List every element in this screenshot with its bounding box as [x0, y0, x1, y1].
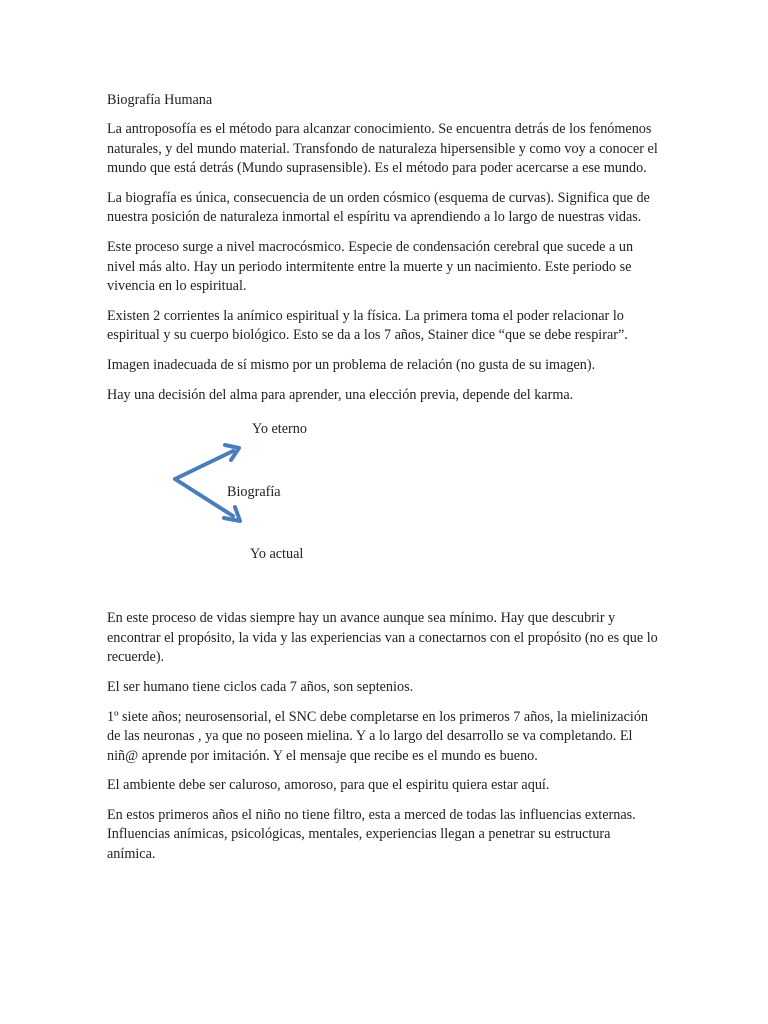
paragraph-biografia-unica: La biografía es única, consecuencia de un orden cósmico (esquema de curvas). Significa que de nuestra posición de naturaleza inmortal el espíritu va aprendiendo a lo largo de nuestras vidas.: [107, 189, 650, 226]
biography-diagram: [107, 415, 662, 597]
paragraph-septenios: El ser humano tiene ciclos cada 7 años, son septenios.: [107, 678, 414, 695]
label-biografia: Biografía: [227, 484, 281, 501]
paragraph-avance: En este proceso de vidas siempre hay un avance aunque sea mínimo. Hay que descubrir y encontrar el propósito, la vida y las experiencias van a conectarnos con el propósito (no es que lo recuerde).: [107, 610, 658, 666]
paragraph-proceso-macrocosmico: Este proceso surge a nivel macrocósmico. Especie de condensación cerebral que sucede a un nivel más alto. Hay un periodo intermitente entre la muerte y un nacimiento. Este periodo se vivencia en lo espiritual.: [107, 238, 634, 295]
arrow-down-line: [175, 479, 233, 516]
paragraph-decision-alma: Hay una decisión del alma para aprender, una elección previa, depende del karma.: [107, 386, 574, 403]
paragraph-dos-corrientes: Existen 2 corrientes la anímico espiritual y la física. La primera toma el poder relacionar lo espiritual y su cuerpo biológico. Esto se da a los 7 años, Stainer dice “que se debe respirar”.: [107, 307, 628, 344]
label-yo-actual: Yo actual: [250, 546, 304, 563]
paragraph-antroposofia: La antroposofía es el método para alcanzar conocimiento. Se encuentra detrás de los fenómenos naturales, y del mundo material. Transfondo de naturaleza hipersensible y como voy a conocer el mundo que está detrás (Mundo suprasensible). Es el método para poder acercarse a ese mundo.: [107, 121, 658, 177]
arrow-up-line: [175, 451, 233, 479]
paragraph-sin-filtro: En estos primeros años el niño no tiene filtro, esta a merced de todas las influencias externas. Influencias anímicas, psicológicas, mentales, experiencias llegan a penetrar su estructura anímica.: [107, 806, 636, 863]
document-title: Biografía Humana: [107, 92, 213, 108]
document-body: [107, 90, 662, 875]
biography-arrows: [107, 415, 407, 597]
paragraph-ambiente: El ambiente debe ser caluroso, amoroso, para que el espiritu quiera estar aquí.: [107, 777, 550, 794]
paragraph-imagen-inadecuada: Imagen inadecuada de sí mismo por un problema de relación (no gusta de su imagen).: [107, 356, 596, 373]
paragraph-primer-septenio: 1º siete años; neurosensorial, el SNC debe completarse en los primeros 7 años, la mielinización de las neuronas , ya que no poseen mielina. Y a lo largo del desarrollo se va completando. El niñ@ aprende por imitación. Y el mensaje que recibe es el mundo es bueno.: [107, 708, 649, 764]
label-yo-eterno: Yo eterno: [252, 421, 307, 438]
